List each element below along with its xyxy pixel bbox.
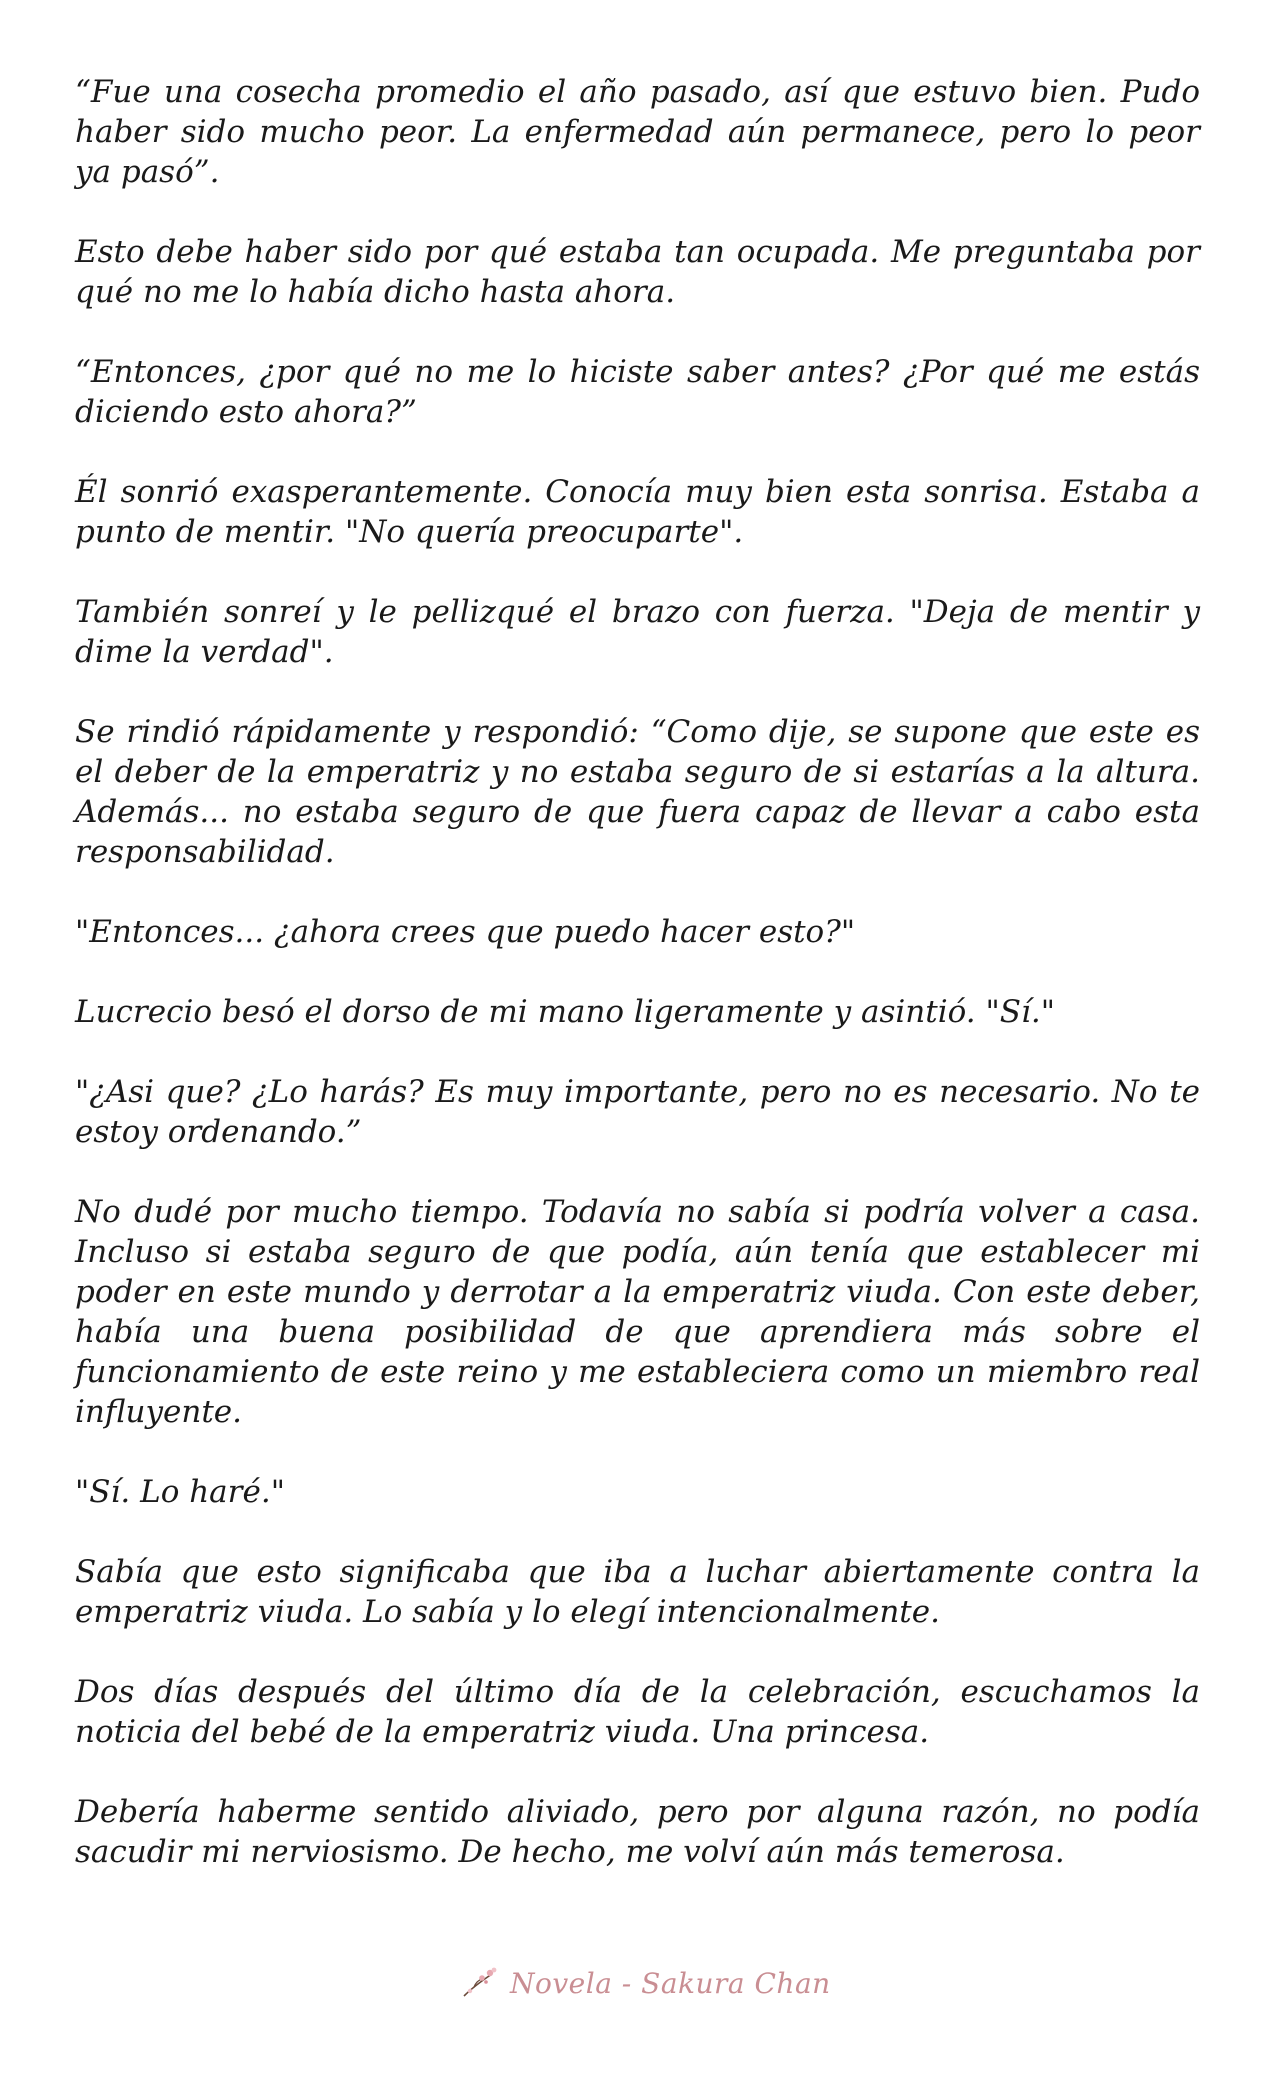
paragraph: Él sonrió exasperantemente. Conocía muy bien esta sonrisa. Estaba a punto de mentir. "No quería preocuparte".	[75, 474, 1200, 550]
paragraph: No dudé por mucho tiempo. Todavía no sabía si podría volver a casa. Incluso si estaba seguro de que podía, aún tenía que establecer mi poder en este mundo y derrotar a la emperatriz viuda. Con este deber, había una buena posibilidad de que aprendiera más sobre el funcionamiento de este reino y me estableciera como un miembro real influyente.	[75, 1194, 1200, 1430]
paragraph: Esto debe haber sido por qué estaba tan ocupada. Me preguntaba por qué no me lo había dicho hasta ahora.	[75, 234, 1200, 310]
paragraph: Debería haberme sentido aliviado, pero por alguna razón, no podía sacudir mi nerviosismo. De hecho, me volví aún más temerosa.	[75, 1794, 1200, 1870]
paragraph: Lucrecio besó el dorso de mi mano ligeramente y asintió. "Sí."	[75, 994, 1055, 1030]
watermark-text: Novela - Sakura Chan	[510, 1966, 831, 2000]
paragraph: "Entonces... ¿ahora crees que puedo hacer esto?"	[75, 914, 856, 950]
paragraph: Dos días después del último día de la celebración, escuchamos la noticia del bebé de la emperatriz viuda. Una princesa.	[75, 1674, 1200, 1750]
paragraph: Se rindió rápidamente y respondió: “Como dije, se supone que este es el deber de la emperatriz y no estaba seguro de si estarías a la altura. Además... no estaba seguro de que fuera capaz de llevar a cabo esta responsabilidad.	[75, 714, 1200, 870]
sakura-branch-icon	[460, 1962, 502, 2004]
paragraph: "¿Asi que? ¿Lo harás? Es muy importante, pero no es necesario. No te estoy ordenando.”	[75, 1074, 1200, 1150]
paragraph: También sonreí y le pellizqué el brazo con fuerza. "Deja de mentir y dime la verdad".	[75, 594, 1200, 670]
paragraph: “Fue una cosecha promedio el año pasado, así que estuvo bien. Pudo haber sido mucho peor. La enfermedad aún permanece, pero lo peor ya pasó”.	[75, 74, 1200, 190]
paragraph: “Entonces, ¿por qué no me lo hiciste saber antes? ¿Por qué me estás diciendo esto ahora?”	[75, 354, 1200, 430]
watermark	[460, 1958, 831, 2008]
paragraph: Sabía que esto significaba que iba a luchar abiertamente contra la emperatriz viuda. Lo sabía y lo elegí intencionalmente.	[75, 1554, 1200, 1630]
document-body	[75, 72, 1200, 1912]
paragraph: "Sí. Lo haré."	[75, 1474, 285, 1510]
